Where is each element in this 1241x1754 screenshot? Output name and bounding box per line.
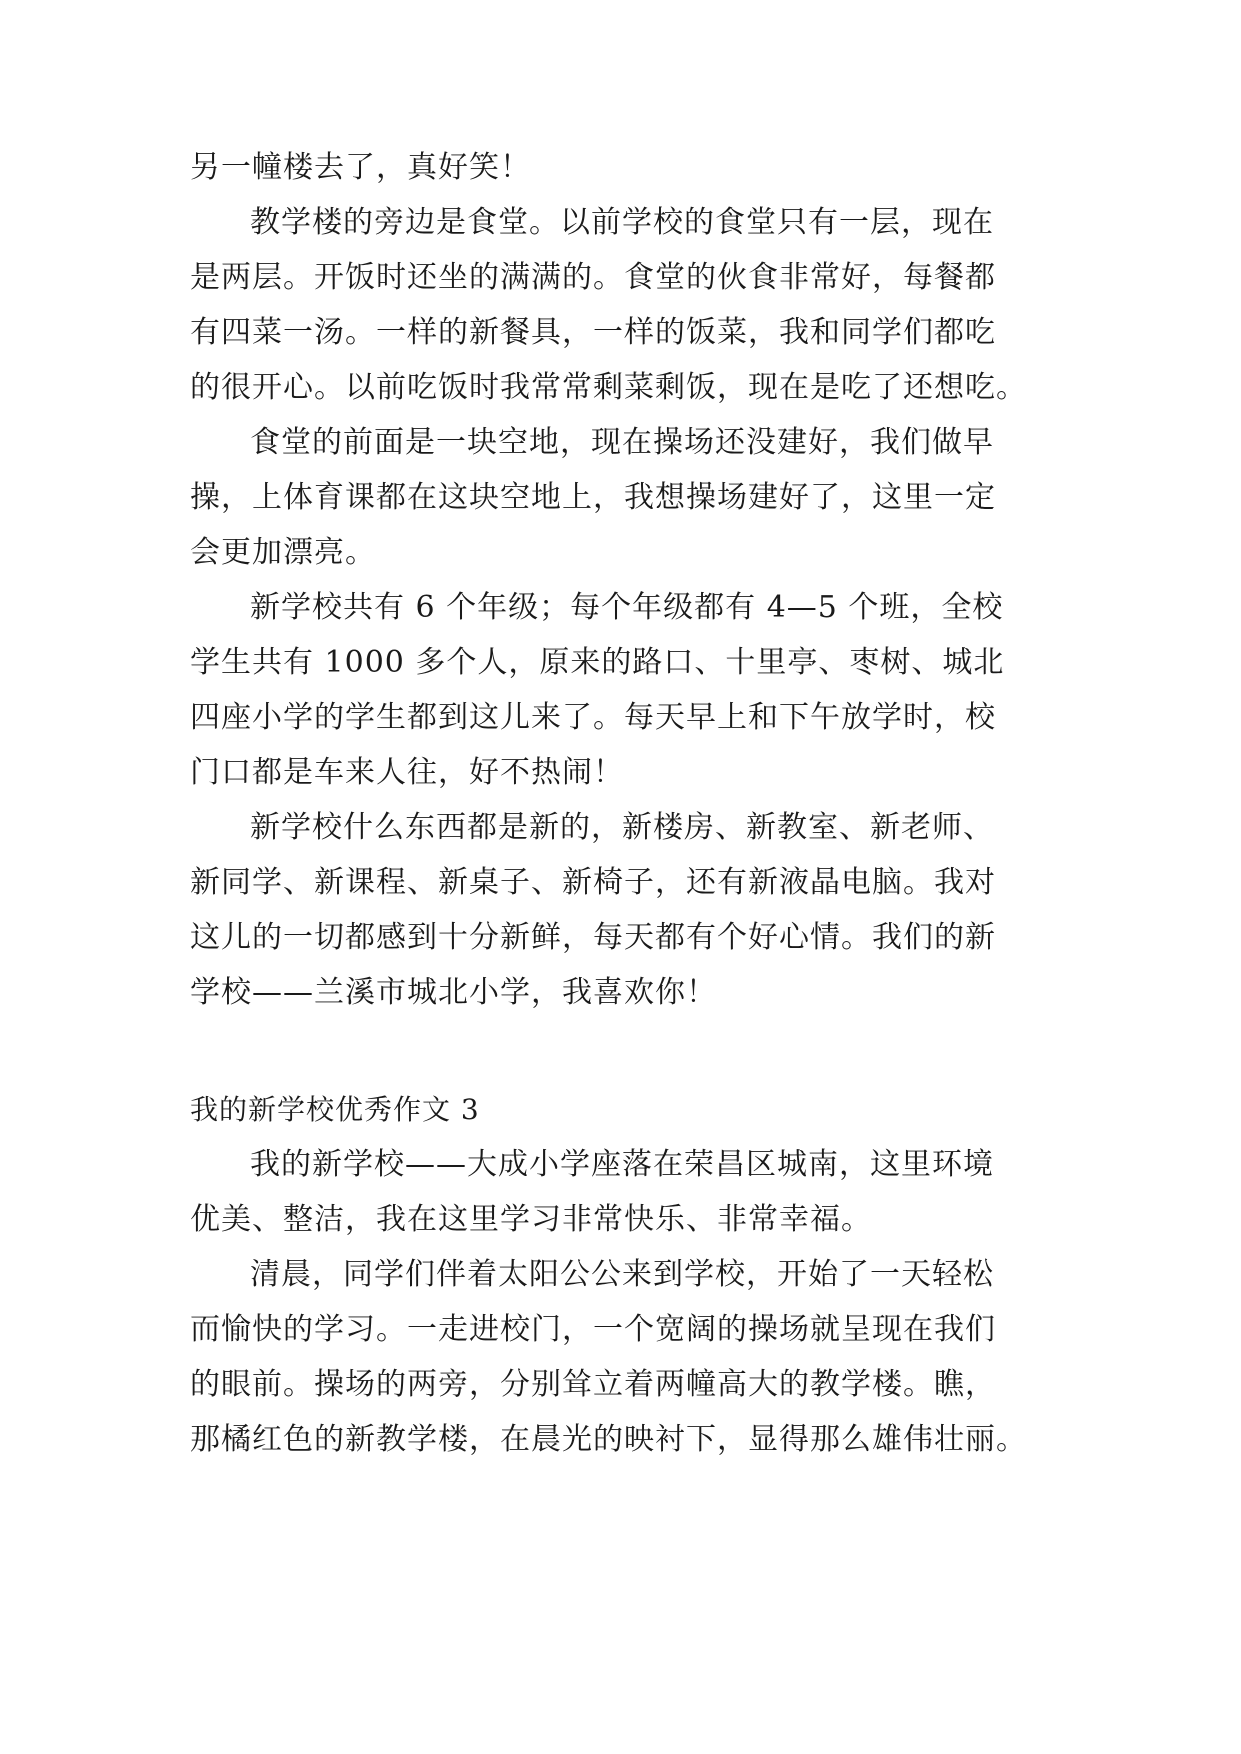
paragraph-first-line: 新学校共有 6 个年级；每个年级都有 4—5 个班，全校 [250, 590, 1004, 625]
text-line: 这儿的一切都感到十分新鲜，每天都有个好心情。我们的新 [190, 920, 996, 955]
text-line: 门口都是车来人往，好不热闹！ [190, 755, 624, 790]
text-line: 优美、整洁，我在这里学习非常快乐、非常幸福。 [190, 1202, 872, 1237]
text-line: 学生共有 1000 多个人，原来的路口、十里亭、枣树、城北 [190, 645, 1005, 680]
text-line: 学校——兰溪市城北小学，我喜欢你！ [190, 975, 717, 1010]
text-line: 有四菜一汤。一样的新餐具，一样的饭菜，我和同学们都吃 [190, 315, 996, 350]
text-line: 四座小学的学生都到这儿来了。每天早上和下午放学时，校 [190, 700, 996, 735]
section-title: 我的新学校优秀作文 3 [190, 1093, 480, 1126]
text-line: 另一幢楼去了，真好笑！ [190, 150, 531, 185]
text-line: 那橘红色的新教学楼，在晨光的映衬下，显得那么雄伟壮丽。 [190, 1422, 1027, 1457]
text-line: 新同学、新课程、新桌子、新椅子，还有新液晶电脑。我对 [190, 865, 996, 900]
text-line: 的很开心。以前吃饭时我常常剩菜剩饭，现在是吃了还想吃。 [190, 370, 1027, 405]
paragraph-first-line: 清晨，同学们伴着太阳公公来到学校，开始了一天轻松 [250, 1257, 994, 1292]
text-line: 会更加漂亮。 [190, 535, 376, 570]
text-line: 操，上体育课都在这块空地上，我想操场建好了，这里一定 [190, 480, 996, 515]
paragraph-first-line: 新学校什么东西都是新的，新楼房、新教室、新老师、 [250, 810, 994, 845]
text-line: 而愉快的学习。一走进校门，一个宽阔的操场就呈现在我们 [190, 1312, 996, 1347]
paragraph-first-line: 教学楼的旁边是食堂。以前学校的食堂只有一层，现在 [250, 205, 994, 240]
text-line: 是两层。开饭时还坐的满满的。食堂的伙食非常好，每餐都 [190, 260, 996, 295]
paragraph-first-line: 食堂的前面是一块空地，现在操场还没建好，我们做早 [250, 425, 994, 460]
paragraph-first-line: 我的新学校——大成小学座落在荣昌区城南，这里环境 [250, 1147, 994, 1182]
text-line: 的眼前。操场的两旁，分别耸立着两幢高大的教学楼。瞧， [190, 1367, 996, 1402]
